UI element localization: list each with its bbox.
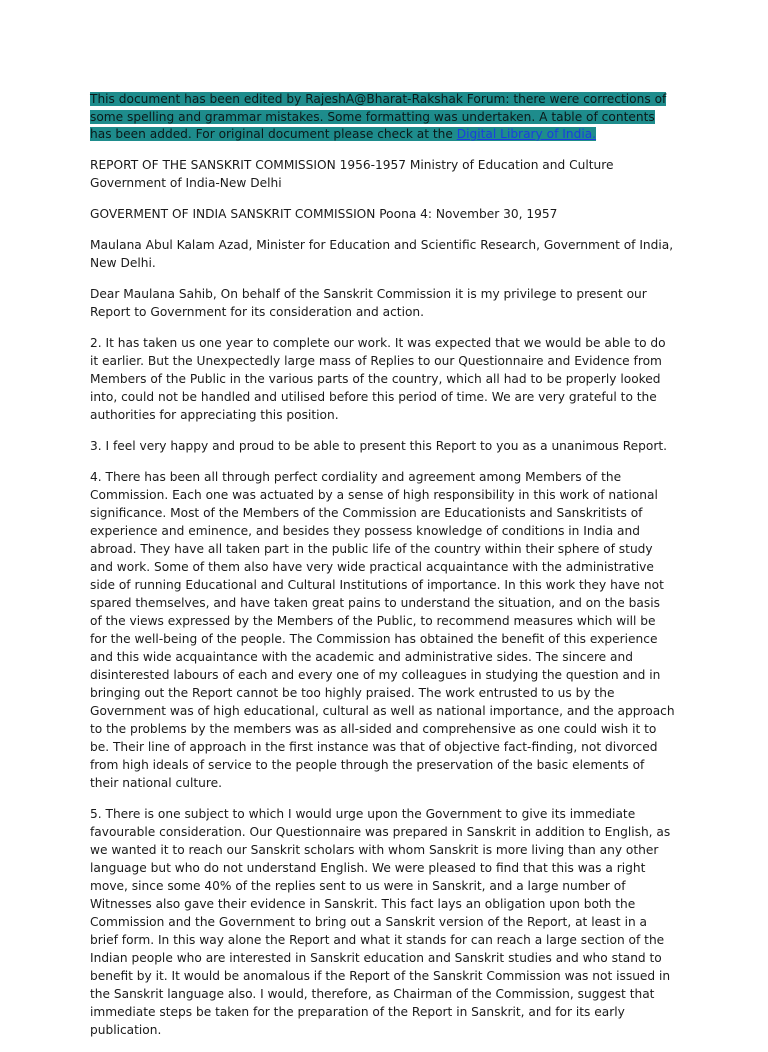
salutation-paragraph: Dear Maulana Sahib, On behalf of the Sanskrit Commission it is my privilege to present our Report to Government for its consideration and action. [90, 286, 647, 319]
addressee: Maulana Abul Kalam Azad, Minister for Education and Scientific Research, Government of India, New Delhi. [90, 237, 674, 270]
editor-notice-highlight [90, 92, 666, 141]
editor-notice [90, 91, 675, 144]
commission-header: GOVERMENT OF INDIA SANSKRIT COMMISSION Poona 4: November 30, 1957 [90, 206, 558, 221]
digital-library-link[interactable]: Digital Library of India. [456, 127, 597, 141]
editor-notice-text: This document has been edited by RajeshA@Bharat-Rakshak Forum: there were corrections of some spelling and grammar mistakes. Some formatting was undertaken. A table of contents has been added. For original document please check at the [90, 92, 667, 141]
paragraph-3: 3. I feel very happy and proud to be able to present this Report to you as a unanimous Report. [90, 438, 668, 453]
report-title: REPORT OF THE SANSKRIT COMMISSION 1956-1957 Ministry of Education and Culture Government of India-New Delhi [90, 157, 614, 190]
paragraph-4: 4. There has been all through perfect cordiality and agreement among Members of the Commission. Each one was actuated by a sense of high responsibility in this work of national significance. Most of the Members of the Commission are Educationists and Sanskritists of experience and eminence, and besides they possess knowledge of conditions in India and abroad. They have all taken part in the public life of the country within their sphere of study and work. Some of them also have very wide practical acquaintance with the administrative side of running Educational and Cultural Institutions of importance. In this work they have not spared themselves, and have taken great pains to understand the situation, and on the basis of the views expressed by the Members of the Public, to recommend measures which will be for the well-being of the people. The Commission has obtained the benefit of this experience and this wide acquaintance with the academic and administrative sides. The sincere and disinterested labours of each and every one of my colleagues in studying the question and in bringing out the Report cannot be too highly praised. The work entrusted to us by the Government was of high educational, cultural as well as national importance, and the approach to the problems by the members was as all-sided and comprehensive as one could wish it to be. Their line of approach in the first instance was that of objective fact-finding, not divorced from high ideals of service to the people through the preservation of the basic elements of their national culture. [90, 469, 675, 790]
document-page [90, 91, 675, 1052]
paragraph-5: 5. There is one subject to which I would urge upon the Government to give its immediate favourable consideration. Our Questionnaire was prepared in Sanskrit in addition to English, as we wanted it to reach our Sanskrit scholars with whom Sanskrit is more living than any other language but who do not understand English. We were pleased to find that this was a right move, since some 40% of the replies sent to us were in Sanskrit, and a large number of Witnesses also gave their evidence in Sanskrit. This fact lays an obligation upon both the Commission and the Government to bring out a Sanskrit version of the Report, at least in a brief form. In this way alone the Report and what it stands for can reach a large section of the Indian people who are interested in Sanskrit education and Sanskrit studies and who stand to benefit by it. It would be anomalous if the Report of the Sanskrit Commission was not issued in the Sanskrit language also. I would, therefore, as Chairman of the Commission, suggest that immediate steps be taken for the preparation of the Report in Sanskrit, and for its early publication. [90, 806, 671, 1037]
paragraph-2: 2. It has taken us one year to complete our work. It was expected that we would be able to do it earlier. But the Unexpectedly large mass of Replies to our Questionnaire and Evidence from Members of the Public in the various parts of the country, which all had to be properly looked into, could not be handled and utilised before this period of time. We are very grateful to the authorities for appreciating this position. [90, 335, 666, 422]
